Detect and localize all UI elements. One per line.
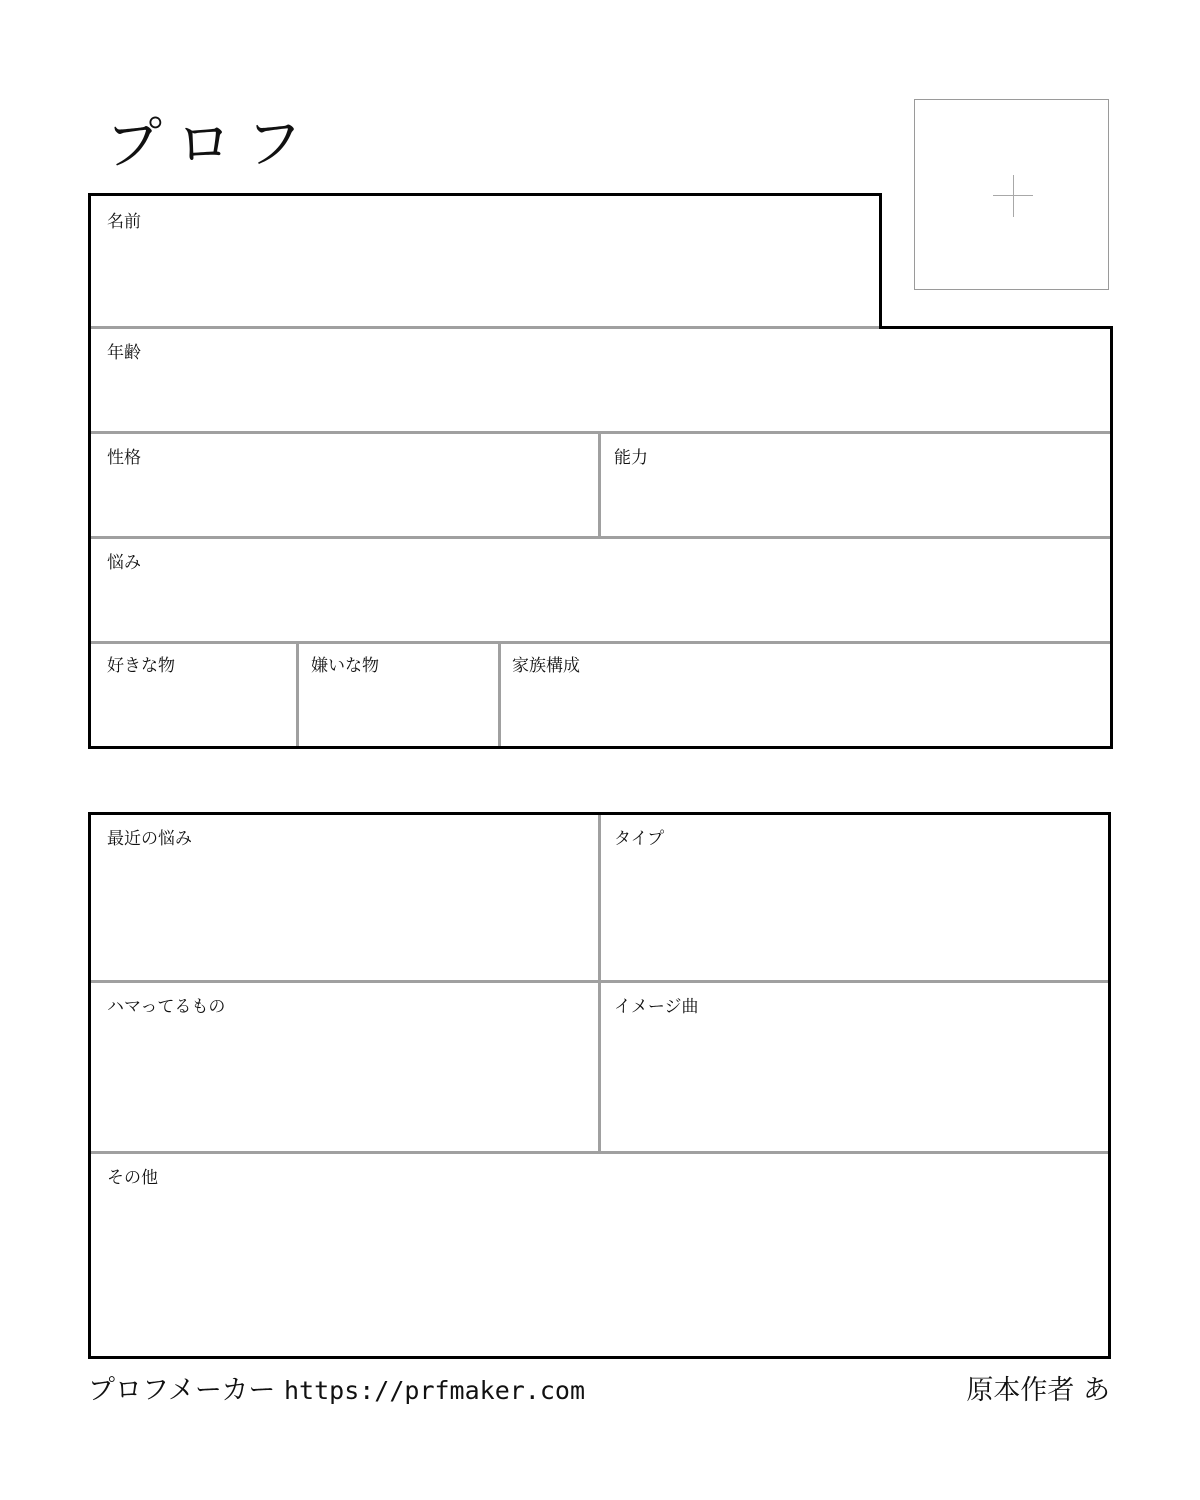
worry-label: 悩み: [107, 553, 141, 573]
footer-maker: [88, 1374, 585, 1408]
name-field[interactable]: [91, 196, 879, 326]
age-field[interactable]: [91, 329, 1110, 431]
section2-border-right: [1108, 812, 1111, 1359]
personality-field[interactable]: [91, 434, 598, 536]
hobby-field[interactable]: [91, 983, 598, 1151]
hobby-label: ハマってるもの: [107, 997, 226, 1017]
type-field[interactable]: [601, 815, 1108, 980]
age-label: 年齢: [107, 343, 141, 363]
other-field[interactable]: [91, 1154, 1108, 1356]
section1-border-notch-vertical: [879, 193, 882, 329]
ability-field[interactable]: [601, 434, 1110, 536]
recent-worry-label: 最近の悩み: [107, 829, 192, 849]
other-label: その他: [107, 1168, 158, 1188]
image-song-label: イメージ曲: [614, 997, 699, 1017]
page-title: プロフ: [106, 112, 316, 177]
footer-maker-url[interactable]: https://prfmaker.com: [283, 1376, 586, 1405]
family-label: 家族構成: [512, 656, 580, 676]
recent-worry-field[interactable]: [91, 815, 598, 980]
likes-field[interactable]: [91, 644, 296, 746]
section1-border-right: [1110, 326, 1113, 749]
type-label: タイプ: [614, 829, 665, 849]
section1-border-bottom: [88, 746, 1113, 749]
footer-author: 原本作者 あ: [966, 1375, 1110, 1406]
likes-label: 好きな物: [107, 656, 175, 676]
name-label: 名前: [107, 212, 141, 232]
dislikes-label: 嫌いな物: [311, 656, 379, 676]
section2-border-bottom: [88, 1356, 1111, 1359]
image-song-field[interactable]: [601, 983, 1108, 1151]
footer-maker-name: プロフメーカー: [88, 1375, 276, 1406]
worry-field[interactable]: [91, 539, 1110, 641]
photo-upload-box[interactable]: [914, 99, 1109, 290]
personality-label: 性格: [107, 448, 141, 468]
family-field[interactable]: [501, 644, 1110, 746]
ability-label: 能力: [614, 448, 648, 468]
dislikes-field[interactable]: [299, 644, 498, 746]
